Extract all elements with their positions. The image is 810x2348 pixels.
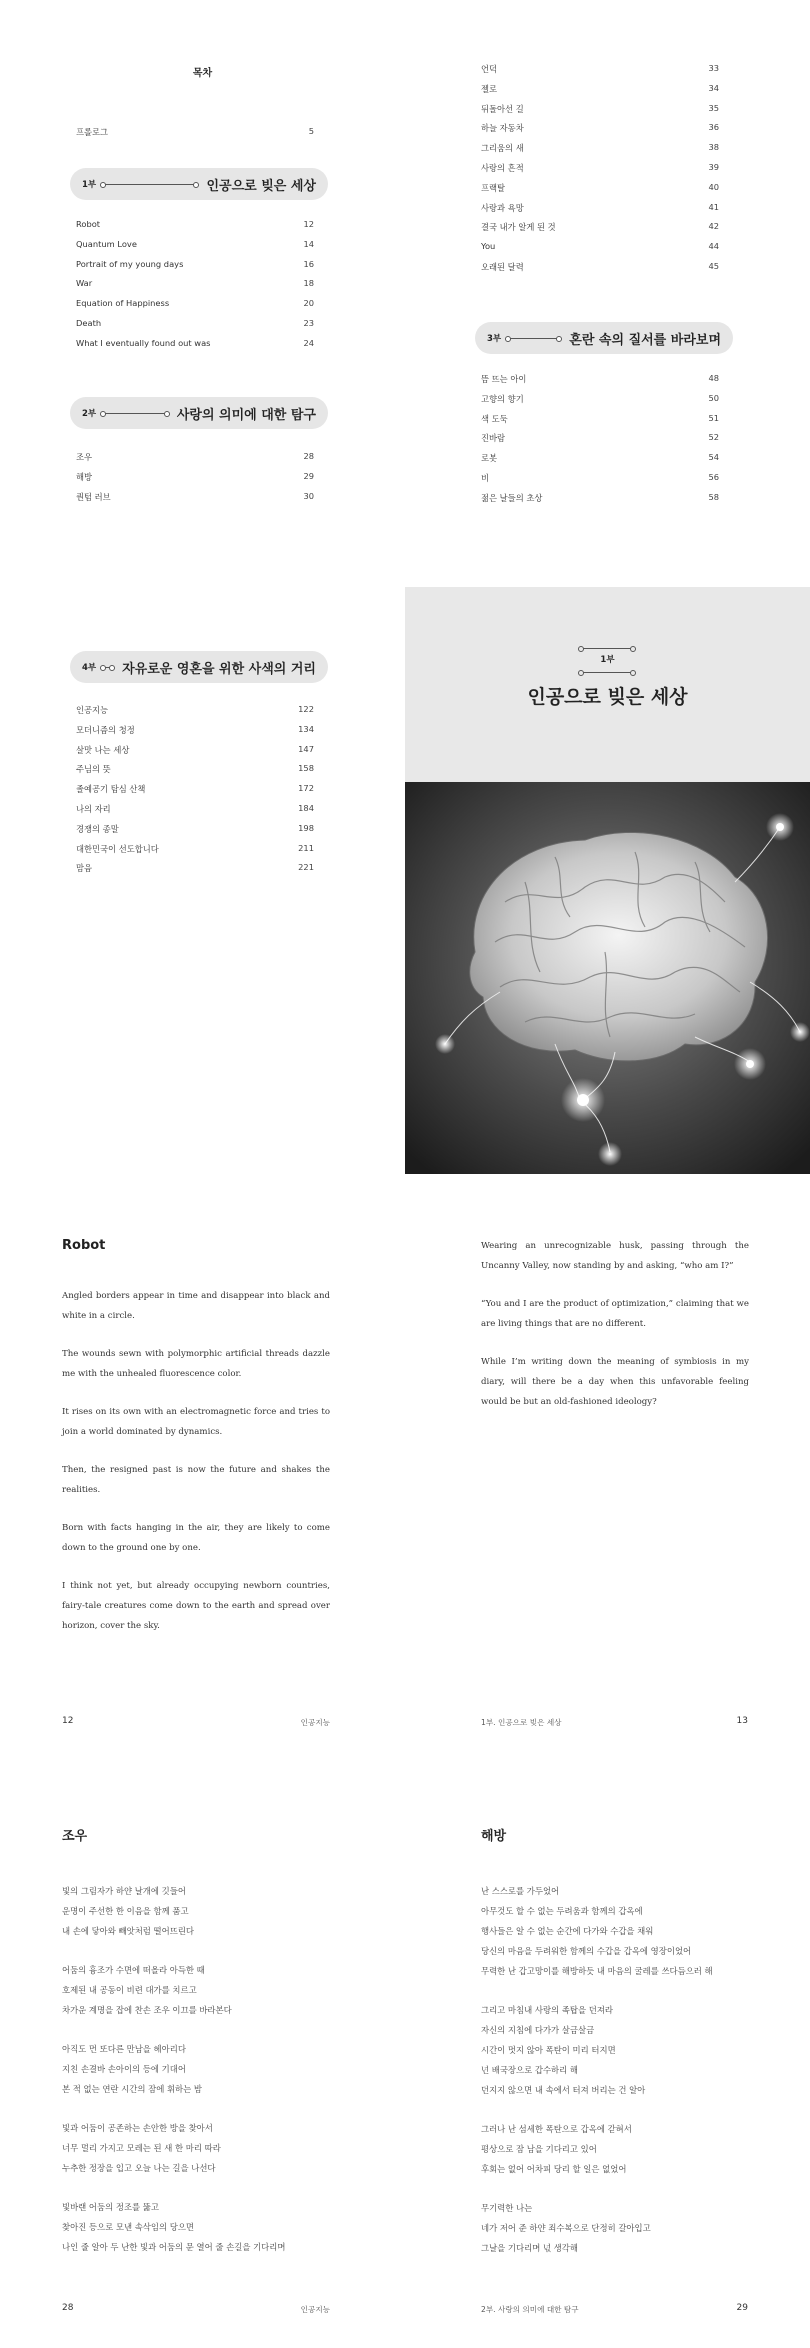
toc-entry-page: 5 bbox=[308, 126, 314, 136]
toc-entry-title: Quantum Love bbox=[76, 238, 137, 249]
poem-line: 찾아진 등으로 모낸 속삭임의 당으면 bbox=[62, 2222, 195, 2232]
toc-entry-title: 모더니즘의 청정 bbox=[76, 724, 135, 735]
paragraph: While I’m writing down the meaning of symbiosis in my diary, will there be a day when this unfavorable feeling would be but an old-fashioned ideology? bbox=[481, 1357, 749, 1407]
divider-header-band bbox=[405, 587, 810, 782]
toc-entry-page: 44 bbox=[708, 241, 719, 252]
toc-entry[interactable] bbox=[76, 724, 314, 736]
toc-entry-title: 뜸 뜨는 아이 bbox=[481, 374, 527, 384]
poem-line: 빛바랜 어둠의 정조를 뚫고 bbox=[62, 2202, 159, 2212]
part-4-header[interactable] bbox=[70, 651, 328, 683]
toc-entry-title: 젊은 날들의 초상 bbox=[481, 492, 543, 503]
toc-entry-title: 조우 bbox=[76, 452, 93, 462]
toc-entry[interactable] bbox=[76, 471, 314, 483]
toc-entry-title: 나의 자리 bbox=[76, 804, 111, 814]
toc-entry-title: 프랙탈 bbox=[481, 182, 506, 193]
toc-entry-title: 오래된 달력 bbox=[481, 262, 524, 272]
toc-entry-page: 56 bbox=[708, 472, 719, 482]
part-number: 4부 bbox=[82, 663, 97, 673]
paragraph: “You and I are the product of optimization,” claiming that we are living things that are no different. bbox=[481, 1299, 749, 1329]
toc-entry-title: 결국 내가 알게 된 것 bbox=[481, 222, 556, 233]
poem-line: 난 스스로를 가두었어 bbox=[481, 1886, 560, 1896]
poem-line: 후회는 없어 어차피 당리 할 일은 없었어 bbox=[481, 2164, 627, 2174]
poem-jowoo-body bbox=[62, 1881, 352, 2276]
toc-entry[interactable] bbox=[481, 83, 719, 95]
toc-entry[interactable] bbox=[481, 202, 719, 214]
toc-entry-page: 36 bbox=[708, 122, 719, 133]
toc-entry-page: 58 bbox=[708, 491, 719, 502]
toc-entry-title: 하늘 자동차 bbox=[481, 123, 524, 134]
toc-entry-title: 고향의 향기 bbox=[481, 393, 524, 404]
toc-entry-page: 172 bbox=[298, 783, 314, 794]
toc-entry-page: 38 bbox=[708, 142, 719, 153]
toc-entry-title: Portrait of my young days bbox=[76, 258, 184, 269]
poem-line: 차가운 계명을 잡에 찬손 조우 이끄를 바라본다 bbox=[62, 2005, 232, 2015]
poem-title: 해방 bbox=[481, 1829, 507, 1844]
toc-entry-page: 45 bbox=[708, 261, 719, 271]
toc-entry[interactable] bbox=[481, 261, 719, 273]
toc-entry-title: What I eventually found out was bbox=[76, 337, 211, 348]
toc-entry-page: 184 bbox=[298, 803, 314, 813]
paragraph: It rises on its own with an electromagnetic force and tries to join a world dominated by dynamics. bbox=[62, 1407, 330, 1437]
connector-line-icon bbox=[103, 413, 167, 414]
toc-entry[interactable] bbox=[481, 413, 719, 425]
toc-entry-page: 39 bbox=[708, 162, 719, 172]
toc-entry[interactable] bbox=[481, 162, 719, 174]
toc-entry-title: 사랑의 흔적 bbox=[481, 163, 524, 173]
toc-entry-page: 48 bbox=[708, 373, 719, 383]
poem-jowoo-page bbox=[0, 1761, 405, 2348]
toc-entry-title: 사랑과 욕망 bbox=[481, 202, 524, 213]
running-header: 인공지능 bbox=[300, 2305, 330, 2314]
stanza bbox=[62, 1960, 352, 2020]
toc-entry[interactable] bbox=[76, 783, 314, 795]
poem-line: 던지지 않으면 내 속에서 터져 버리는 건 알아 bbox=[481, 2085, 646, 2095]
toc-entry-page: 51 bbox=[708, 412, 719, 423]
poem-line: 그날을 기다리며 넋 생각해 bbox=[481, 2243, 578, 2253]
toc-entry[interactable] bbox=[76, 239, 314, 249]
toc-entry[interactable] bbox=[76, 491, 314, 503]
poem-line: 아무것도 할 수 없는 두려움과 함께의 갑옥에 bbox=[481, 1906, 643, 1916]
paragraph: Angled borders appear in time and disappear into black and white in a circle. bbox=[62, 1291, 330, 1321]
toc-entry[interactable] bbox=[76, 259, 314, 269]
toc-entry[interactable] bbox=[481, 221, 719, 233]
part-title: 혼란 속의 질서를 바라보며 bbox=[569, 332, 721, 348]
toc-entry-title: 색 도둑 bbox=[481, 413, 508, 424]
toc-entry[interactable] bbox=[481, 103, 719, 115]
part-number: 1부 bbox=[82, 180, 97, 190]
toc-entry-title: 언덕 bbox=[481, 64, 498, 74]
toc-entry[interactable] bbox=[481, 241, 719, 251]
stanza bbox=[62, 2039, 352, 2099]
toc-entry-page: 211 bbox=[298, 842, 314, 853]
toc-entry[interactable] bbox=[481, 373, 719, 385]
toc-entry[interactable] bbox=[481, 393, 719, 405]
toc-entry-page: 28 bbox=[303, 451, 314, 461]
poem-line: 빛의 그림자가 하얀 날개에 깃들어 bbox=[62, 1886, 186, 1896]
poem-line: 자신의 지침에 다가가 살금살금 bbox=[481, 2025, 595, 2035]
toc-entry-title: 퀀텀 러브 bbox=[76, 491, 111, 502]
divider-line-icon bbox=[581, 672, 633, 673]
toc-entry[interactable] bbox=[76, 823, 314, 835]
toc-entry-page: 50 bbox=[708, 392, 719, 403]
poem-line: 그리고 마침내 사랑의 족탑을 던져라 bbox=[481, 2005, 614, 2015]
toc-entry-page: 147 bbox=[298, 743, 314, 754]
toc-entry[interactable] bbox=[76, 451, 314, 463]
stanza bbox=[481, 2198, 781, 2258]
toc-entry-title: Equation of Happiness bbox=[76, 298, 170, 309]
connector-line-icon bbox=[103, 184, 196, 185]
stanza bbox=[62, 2197, 352, 2257]
toc-entry-page: 34 bbox=[708, 82, 719, 93]
toc-entry[interactable] bbox=[76, 862, 314, 874]
poem-line: 본 적 없는 연란 시간의 잠에 휘하는 밤 bbox=[62, 2084, 202, 2094]
paragraph: The wounds sewn with polymorphic artificial threads dazzle me with the unhealed fluorescence color. bbox=[62, 1349, 330, 1379]
paragraph: Born with facts hanging in the air, they are likely to come down to the ground one by one. bbox=[62, 1523, 330, 1553]
toc-entry-page: 18 bbox=[303, 278, 314, 289]
toc-entry-title: 비 bbox=[481, 473, 490, 483]
toc-entry[interactable] bbox=[481, 472, 719, 484]
running-header: 인공지능 bbox=[300, 1718, 330, 1727]
part-divider-page bbox=[405, 587, 810, 1174]
toc-entry-title: 뒤돌아선 길 bbox=[481, 103, 524, 114]
toc-entry-page: 30 bbox=[303, 490, 314, 501]
part-number: 2부 bbox=[82, 409, 97, 419]
stanza bbox=[481, 1881, 781, 1981]
robot-page-right bbox=[405, 1174, 810, 1761]
toc-entry[interactable] bbox=[76, 219, 314, 229]
toc-entry-page: 20 bbox=[303, 298, 314, 309]
toc-entry-title: 프롤로그 bbox=[76, 127, 109, 137]
toc-entry-page: 134 bbox=[298, 723, 314, 734]
poem-line: 당신의 마음을 두려워한 함께의 수갑을 갑옥에 영장이었어 bbox=[481, 1946, 692, 1956]
part-title: 사랑의 의미에 대한 탐구 bbox=[176, 407, 316, 423]
poem-line: 네가 저어 준 하얀 죄수복으로 단정히 갈아입고 bbox=[481, 2223, 651, 2233]
toc-entry[interactable] bbox=[481, 142, 719, 154]
toc-entry-page: 40 bbox=[708, 181, 719, 192]
toc-entry-title: 대한민국이 선도합니다 bbox=[76, 843, 159, 854]
toc-entry-title: 인공지능 bbox=[76, 705, 109, 715]
stanza bbox=[481, 2000, 781, 2100]
poem-title: 조우 bbox=[62, 1829, 88, 1844]
toc-entry[interactable] bbox=[76, 278, 314, 288]
connector-line-icon bbox=[508, 338, 559, 339]
toc-entry-title: 경쟁의 종말 bbox=[76, 823, 119, 834]
toc-entry-title: 주님의 뜻 bbox=[76, 764, 111, 775]
toc-entry-page: 221 bbox=[298, 862, 314, 873]
poem-line: 넌 배국장으로 갑수하리 해 bbox=[481, 2065, 578, 2075]
robot-page-left bbox=[0, 1174, 405, 1761]
divider-part-number: 1부 bbox=[600, 655, 615, 665]
toc-entry-title: Death bbox=[76, 318, 102, 328]
divider-line-icon bbox=[581, 648, 633, 649]
poem-line: 운명이 주선한 한 이음을 함께 품고 bbox=[62, 1906, 189, 1916]
part-number: 3부 bbox=[487, 334, 502, 344]
toc-entry-title: 로봇 bbox=[481, 453, 498, 464]
poem-haebang-body bbox=[481, 1881, 781, 2277]
toc-entry[interactable] bbox=[76, 338, 314, 348]
divider-part-title: 인공으로 빚은 세상 bbox=[527, 686, 688, 708]
toc-entry-title: 해방 bbox=[76, 471, 93, 482]
poem-line: 그러나 난 섬세한 폭탄으로 갑옥에 갇혀서 bbox=[481, 2124, 632, 2134]
toc-entry-page: 23 bbox=[303, 318, 314, 328]
toc-entry-title: 졸예공기 탐심 산책 bbox=[76, 784, 146, 795]
toc-page-right bbox=[405, 0, 810, 587]
toc-entry-title: 젤로 bbox=[481, 83, 498, 94]
poem-line: 아직도 먼 또다른 만남을 헤아리다 bbox=[62, 2044, 186, 2054]
poem-line: 무력한 난 갑고망이를 해방하듯 내 마음의 굴레를 쓰다듬으러 해 bbox=[481, 1966, 713, 1976]
page-number: 29 bbox=[736, 2303, 748, 2313]
toc-entry-title: You bbox=[481, 241, 496, 252]
connector-line-icon bbox=[103, 667, 112, 668]
toc-entry[interactable] bbox=[481, 122, 719, 134]
poem-line: 지친 손결바 손아이의 등에 기대어 bbox=[62, 2064, 186, 2074]
toc-entry[interactable] bbox=[481, 492, 719, 504]
toc-entry-page: 42 bbox=[708, 221, 719, 232]
toc-entry-page: 41 bbox=[708, 201, 719, 212]
toc-entry[interactable] bbox=[76, 318, 314, 328]
toc-entry[interactable] bbox=[76, 704, 314, 716]
stanza bbox=[481, 2119, 781, 2179]
toc-entry-page: 14 bbox=[303, 238, 314, 249]
part-1-header[interactable] bbox=[70, 168, 328, 200]
toc-title: 목차 bbox=[192, 68, 213, 79]
page-number: 12 bbox=[62, 1716, 74, 1726]
toc-entry[interactable] bbox=[76, 298, 314, 308]
toc-entry-title: 살맛 나는 세상 bbox=[76, 744, 130, 755]
poem-line: 호제된 내 공동이 비련 대가를 치르고 bbox=[62, 1985, 197, 1995]
poem-line: 나인 줄 알아 두 난한 빛과 어둠의 문 열어 줄 손길을 기다리며 bbox=[62, 2242, 286, 2252]
toc-entry[interactable] bbox=[76, 744, 314, 756]
toc-entry[interactable] bbox=[76, 843, 314, 855]
paragraph: Then, the resigned past is now the future and shakes the realities. bbox=[62, 1465, 330, 1495]
toc-entry-title: War bbox=[76, 278, 93, 289]
toc-entry-page: 52 bbox=[708, 432, 719, 443]
stanza bbox=[62, 2118, 352, 2178]
poem-line: 내 손에 닿아와 빼앗처럼 떨어뜨린다 bbox=[62, 1926, 195, 1936]
robot-right-body bbox=[481, 1236, 749, 1430]
part-2-header[interactable] bbox=[70, 397, 328, 429]
poem-line: 시간이 멋지 않아 폭탄이 미리 터지면 bbox=[481, 2045, 616, 2055]
toc-entry-page: 54 bbox=[708, 452, 719, 463]
toc-entry-title: 진바람 bbox=[481, 433, 506, 444]
toc-entry[interactable] bbox=[481, 63, 719, 75]
toc-entry-page: 35 bbox=[708, 102, 719, 113]
part-title: 자유로운 영혼을 위한 사색의 거리 bbox=[122, 661, 316, 677]
part-3-header[interactable] bbox=[475, 322, 733, 354]
poem-line: 행사들은 알 수 없는 순간에 다가와 수갑을 채워 bbox=[481, 1926, 654, 1936]
toc-page-part4 bbox=[0, 587, 405, 1174]
poem-line: 누추한 정장을 입고 오늘 나는 길을 나선다 bbox=[62, 2163, 216, 2173]
toc-entry[interactable] bbox=[76, 763, 314, 775]
poem-line: 무기력한 나는 bbox=[481, 2203, 533, 2213]
toc-entry-title: 맘음 bbox=[76, 863, 93, 874]
toc-entry[interactable] bbox=[76, 803, 314, 815]
toc-entry-title: Robot bbox=[76, 219, 101, 229]
toc-entry-page: 158 bbox=[298, 763, 314, 774]
toc-entry-page: 16 bbox=[303, 258, 314, 269]
toc-entry[interactable] bbox=[481, 432, 719, 444]
stanza bbox=[62, 1881, 352, 1941]
chapter-title: Robot bbox=[62, 1238, 106, 1253]
toc-entry[interactable] bbox=[76, 126, 314, 138]
toc-entry-page: 198 bbox=[298, 822, 314, 833]
toc-entry[interactable] bbox=[481, 452, 719, 464]
toc-entry-page: 33 bbox=[708, 63, 719, 73]
toc-entry-page: 24 bbox=[303, 337, 314, 348]
toc-page-left bbox=[0, 0, 405, 587]
page-number: 13 bbox=[736, 1716, 748, 1726]
toc-entry[interactable] bbox=[481, 182, 719, 194]
robot-left-body bbox=[62, 1286, 330, 1654]
poem-line: 평상으로 잠 남을 기다리고 있어 bbox=[481, 2144, 597, 2154]
poem-line: 어둠의 흉조가 수면에 떠올라 아득한 때 bbox=[62, 1965, 205, 1975]
glowing-brain-illustration bbox=[405, 782, 810, 1174]
poem-line: 빛과 어둠이 공존하는 손안한 방을 찾아서 bbox=[62, 2123, 213, 2133]
toc-entry-title: 그리움의 새 bbox=[481, 143, 524, 154]
running-header: 2부. 사랑의 의미에 대한 탐구 bbox=[481, 2305, 579, 2314]
toc-entry-page: 12 bbox=[303, 219, 314, 229]
paragraph: I think not yet, but already occupying newborn countries, fairy-tale creatures come down to the earth and spread over horizon, cover the sky. bbox=[62, 1581, 330, 1631]
poem-line: 너무 멀리 가지고 모레는 된 새 한 마리 따라 bbox=[62, 2143, 221, 2153]
paragraph: Wearing an unrecognizable husk, passing through the Uncanny Valley, now standing by and asking, “who am I?” bbox=[481, 1241, 749, 1271]
running-header: 1부. 인공으로 빚은 세상 bbox=[481, 1718, 562, 1727]
part-title: 인공으로 빚은 세상 bbox=[206, 178, 316, 194]
page-number: 28 bbox=[62, 2303, 74, 2313]
toc-entry-page: 29 bbox=[303, 470, 314, 481]
toc-entry-page: 122 bbox=[298, 704, 314, 714]
poem-haebang-page bbox=[405, 1761, 810, 2348]
